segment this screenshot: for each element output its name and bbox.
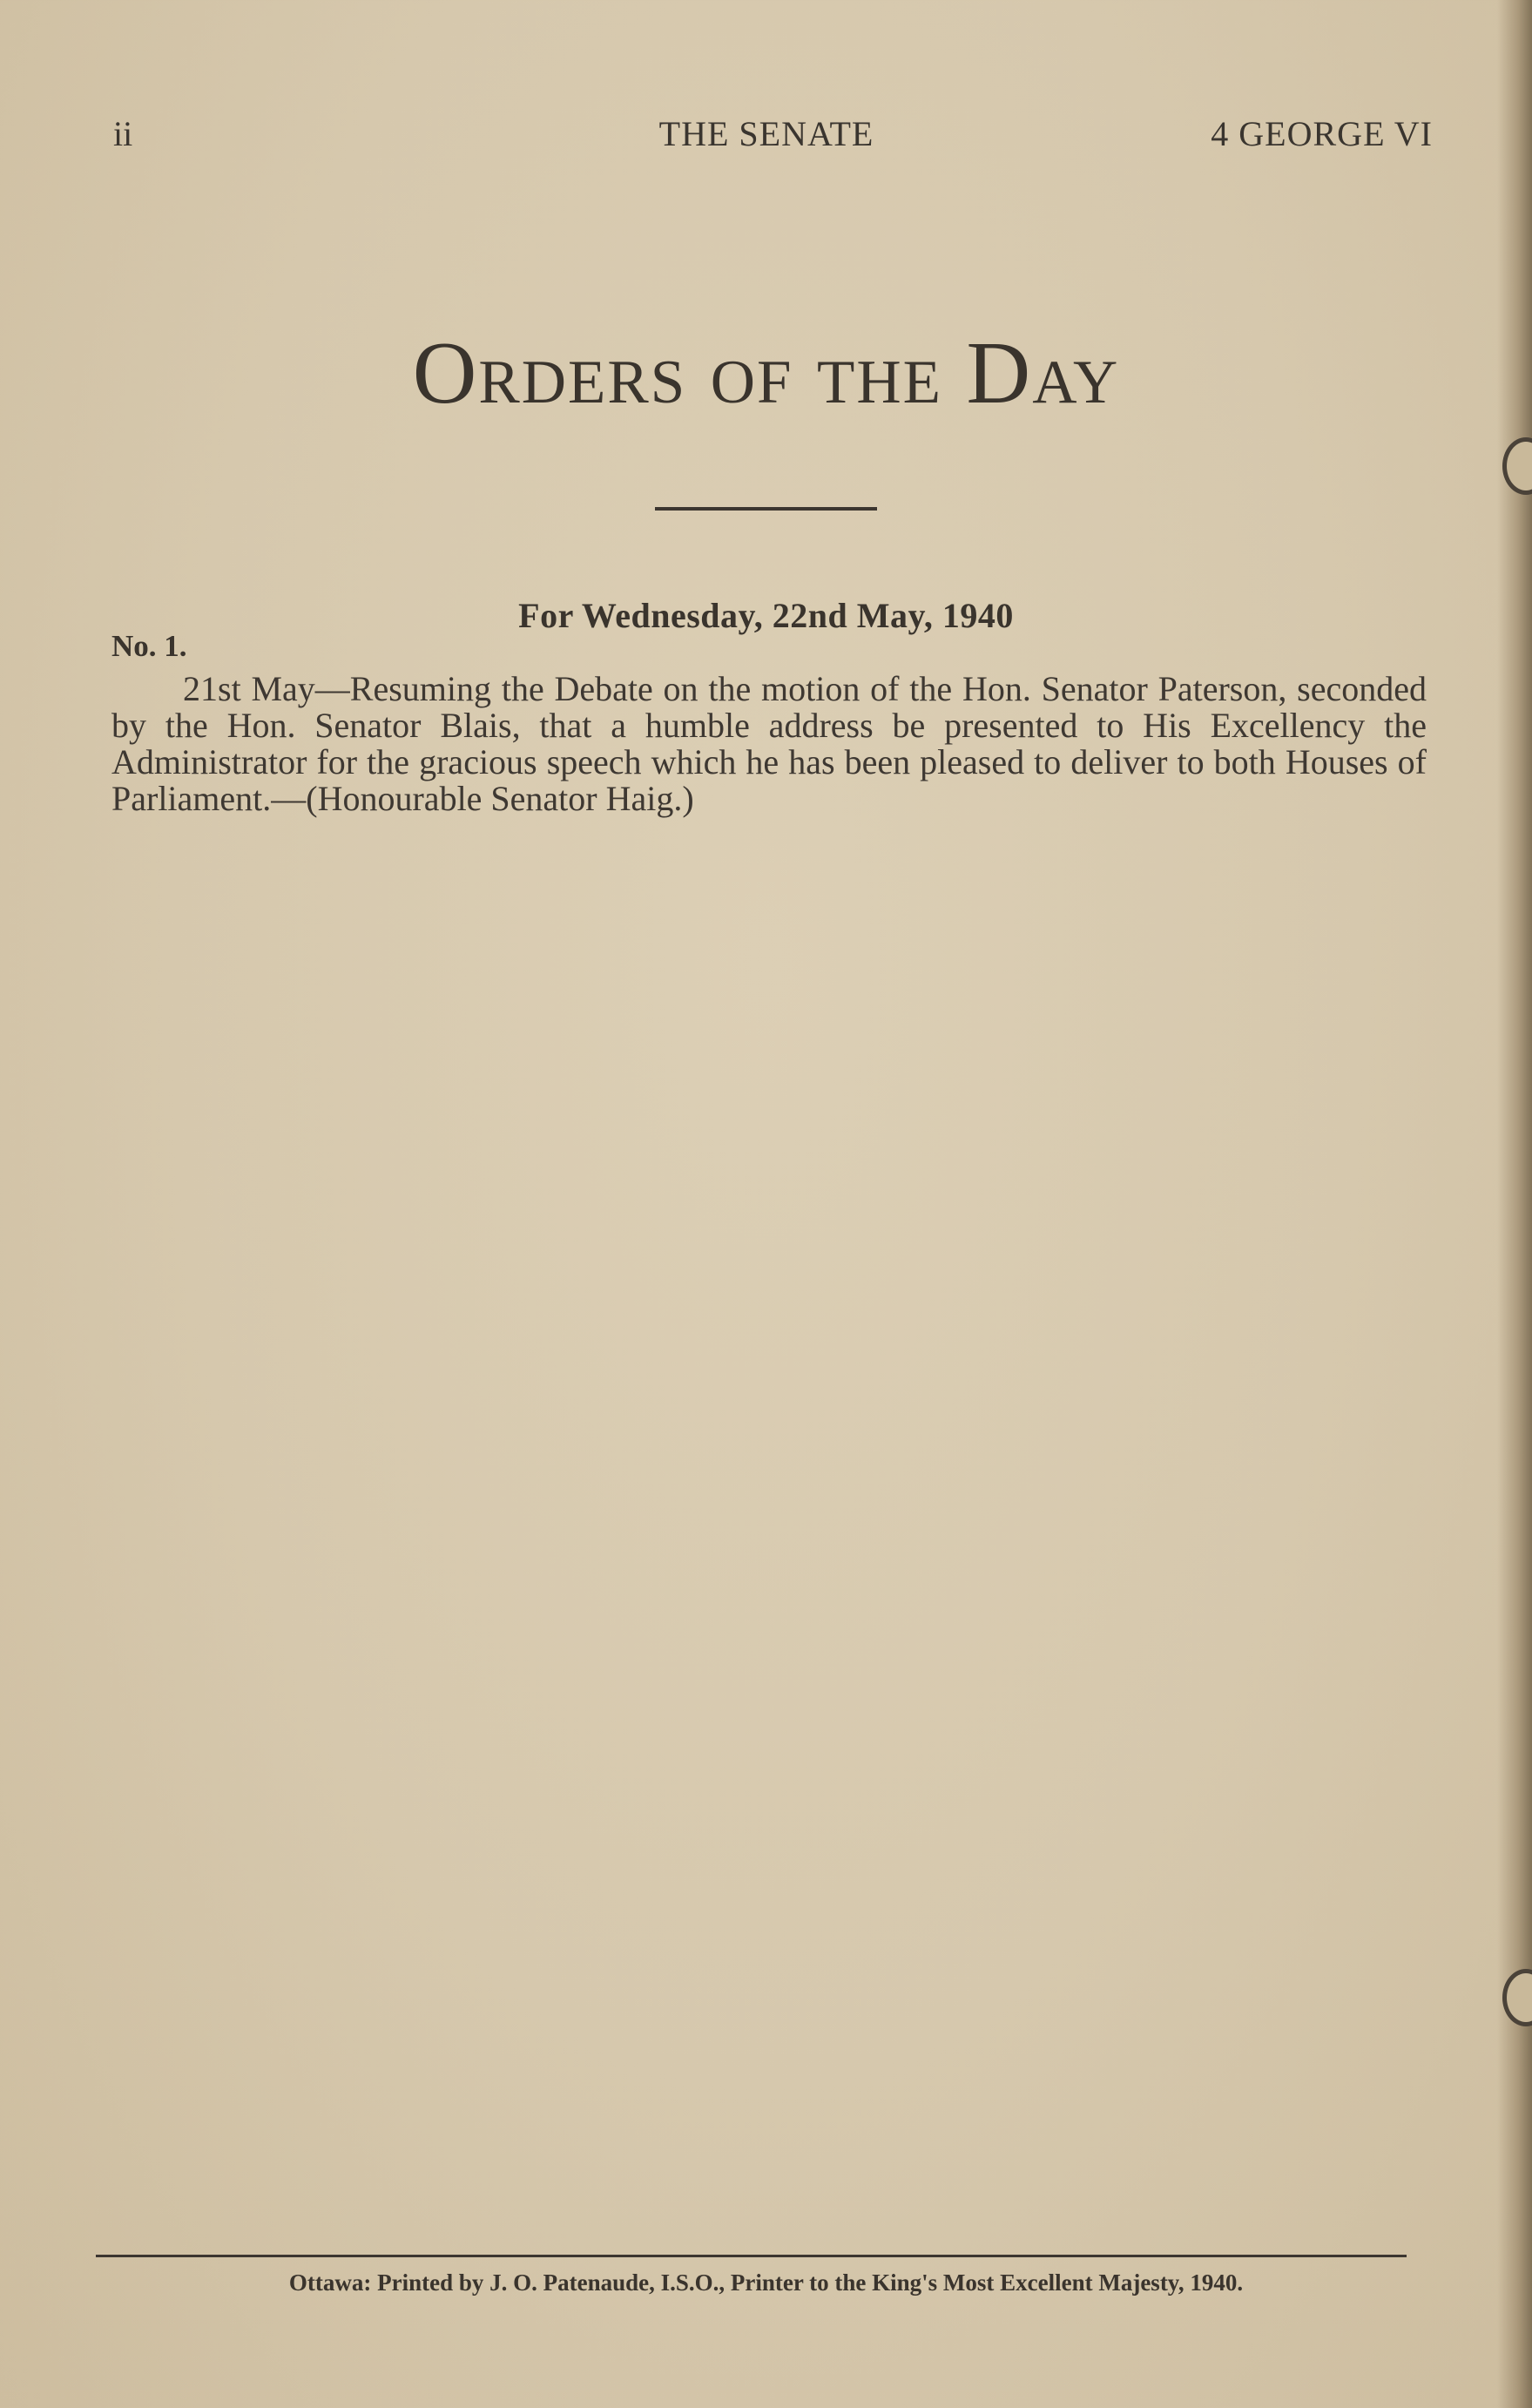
- title-divider: [655, 507, 877, 511]
- running-head: [113, 113, 1433, 157]
- order-number: No. 1.: [111, 629, 187, 663]
- page-title: Orders of the Day: [412, 324, 1120, 423]
- printer-imprint: Ottawa: Printed by J. O. Patenaude, I.S.O., Printer to the King's Most Excellent Majesty, 1940.: [288, 2269, 1244, 2296]
- sitting-date-heading: For Wednesday, 22nd May, 1940: [518, 596, 1014, 635]
- running-head-title: THE SENATE: [658, 114, 874, 153]
- footer-divider: [96, 2255, 1407, 2257]
- running-head-regnal-year: 4 GEORGE VI: [1211, 114, 1433, 153]
- order-text: 21st May—Resuming the Debate on the motion of the Hon. Senator Paterson, seconded by the Hon. Senator Blais, that a humble address be presented to His Excellency the Administrator for the gracious speech which he has been pleased to deliver to both Houses of Parliament.—(Honourable Senator Haig.): [111, 669, 1427, 818]
- page-number: ii: [113, 114, 133, 153]
